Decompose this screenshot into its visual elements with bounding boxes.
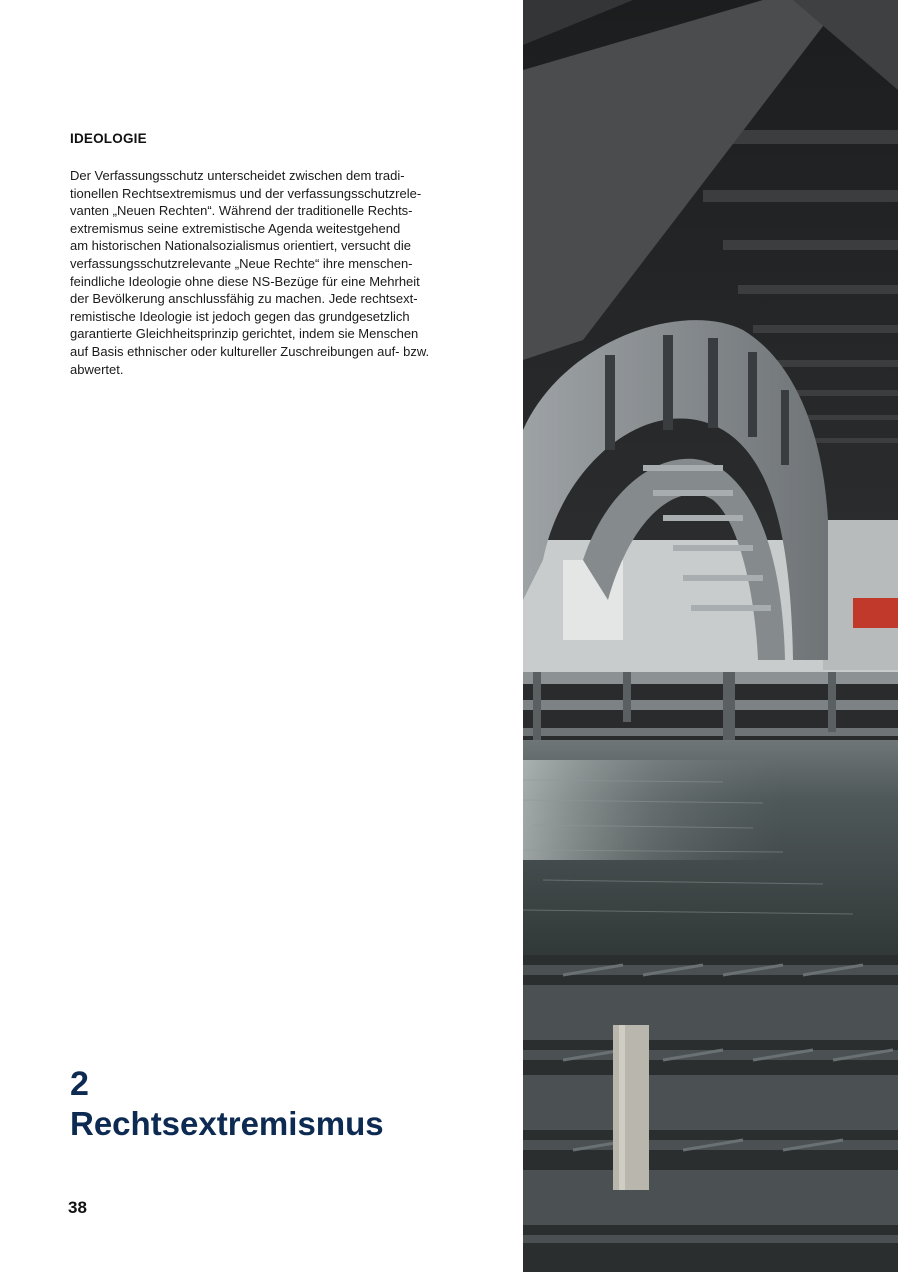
chapter-title: Rechtsextremismus — [70, 1105, 384, 1142]
paragraph-line: tionellen Rechtsextremismus und der verfassungsschutzrele- — [70, 185, 422, 201]
page-number: 38 — [68, 1198, 87, 1217]
paragraph-line: extremismus seine extremistische Agenda weitestgehend — [70, 220, 401, 236]
text-column — [70, 0, 450, 1272]
paragraph-line: verfassungsschutzrelevante „Neue Rechte“ ihre menschen- — [70, 255, 413, 271]
bridge-underside-photo — [523, 0, 898, 1272]
paragraph-line: vanten „Neuen Rechten“. Während der traditionelle Rechts- — [70, 203, 413, 219]
paragraph-line: abwertet. — [70, 361, 124, 377]
paragraph-line: am historischen Nationalsozialismus orientiert, versucht die — [70, 238, 412, 254]
paragraph-line: Der Verfassungsschutz unterscheidet zwischen dem tradi- — [70, 168, 405, 183]
chapter-number: 2 — [70, 1065, 89, 1103]
paragraph-line: auf Basis ethnischer oder kultureller Zuschreibungen auf- bzw. — [70, 343, 430, 359]
paragraph-line: feindliche Ideologie ohne diese NS-Bezüge für eine Mehrheit — [70, 273, 420, 289]
paragraph-line: remistische Ideologie ist jedoch gegen das grundgesetzlich — [70, 308, 410, 324]
body-paragraph — [70, 167, 450, 378]
section-heading: IDEOLOGIE — [70, 131, 147, 146]
paragraph-line: der Bevölkerung anschlussfähig zu machen. Jede rechtsext- — [70, 291, 418, 307]
paragraph-line: garantierte Gleichheitsprinzip gerichtet, indem sie Menschen — [70, 326, 419, 342]
